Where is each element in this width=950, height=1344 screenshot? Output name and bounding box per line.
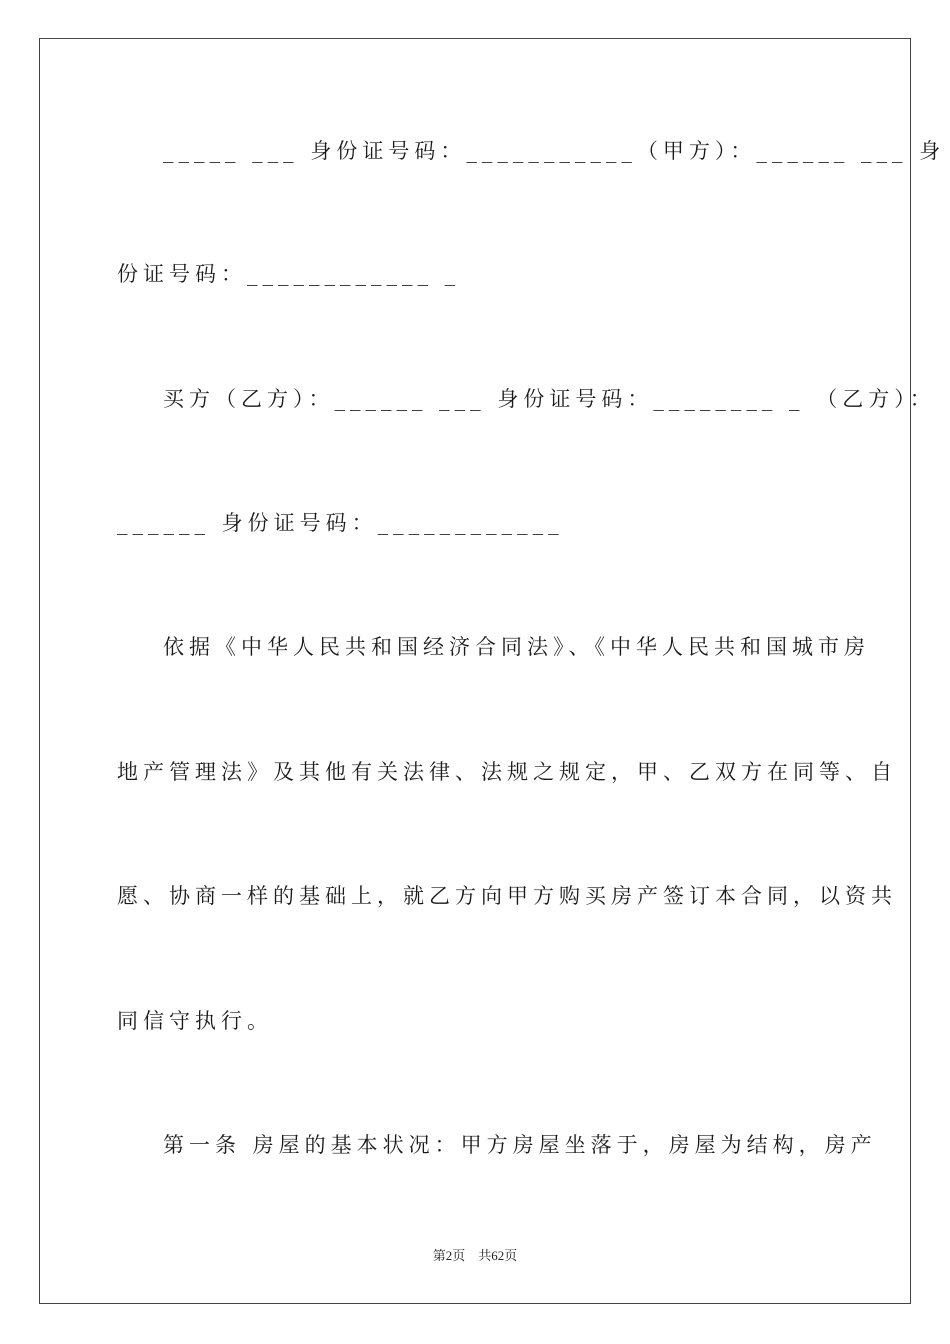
party-a-id-line-cont: 份证号码：____________ _ (117, 262, 461, 286)
page-number-label: 第2页 共62页 (432, 1248, 518, 1263)
paragraph-basis-line-1: 依据《中华人民共和国经济合同法》、《中华人民共和国城市房 (163, 635, 870, 659)
paragraph-basis-line-2: 地产管理法》及其他有关法律、法规之规定，甲、乙双方在同等、自 (117, 760, 897, 784)
party-a-id-line: _____ ___ 身份证号码：___________（甲方）：______ ___ 身 (163, 139, 946, 163)
paragraph-basis-line-3: 愿、协商一样的基础上，就乙方向甲方购买房产签订本合同，以资共 (117, 884, 897, 908)
buyer-line: 买方（乙方）：______ ___ 身份证号码：________ _ （乙方）： (163, 387, 936, 411)
paragraph-basis-line-4: 同信守执行。 (117, 1009, 273, 1033)
buyer-line-cont: ______ 身份证号码：____________ (117, 511, 564, 535)
page-border (39, 38, 946, 1304)
article-one-line: 第一条 房屋的基本状况：甲方房屋坐落于，房屋为结构，房产 (163, 1133, 877, 1157)
page-footer (0, 1246, 950, 1266)
